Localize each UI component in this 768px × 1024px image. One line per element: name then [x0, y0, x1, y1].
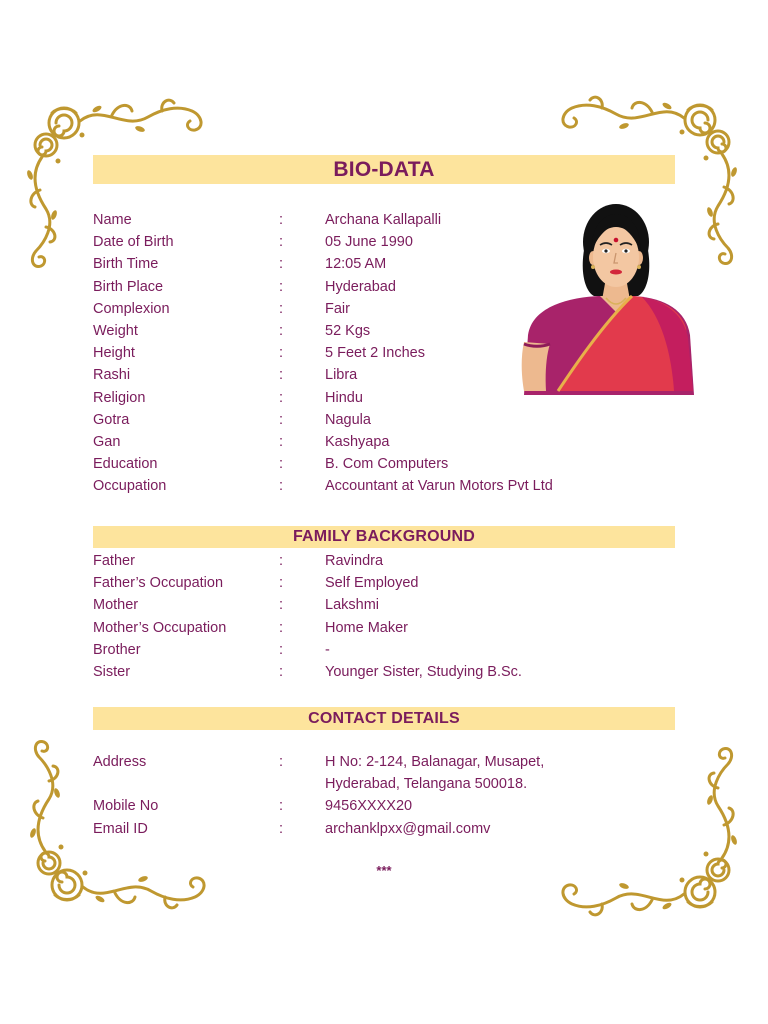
separator: : [279, 234, 284, 251]
separator: : [279, 322, 284, 339]
family-details [93, 550, 693, 683]
field-label: Complexion [93, 300, 170, 317]
field-label: Weight [93, 322, 138, 339]
separator: : [279, 619, 284, 636]
separator: : [279, 212, 284, 228]
row-father [93, 550, 693, 572]
row-sister [93, 661, 693, 683]
field-value: Fair [325, 300, 350, 317]
field-value: archanklpxx@gmail.comv [325, 820, 491, 837]
separator: : [279, 256, 284, 273]
field-label: Email ID [93, 820, 148, 837]
field-label: Religion [93, 389, 146, 406]
address-line-2: Hyderabad, Telangana 500018. [325, 776, 528, 793]
row-religion [93, 387, 693, 409]
separator: : [279, 641, 284, 658]
row-birth-time [93, 253, 693, 275]
field-label: Address [93, 754, 147, 770]
field-label: Gan [93, 433, 121, 450]
personal-details [93, 209, 693, 497]
separator: : [279, 411, 284, 428]
field-value: Kashyapa [325, 433, 390, 450]
row-address-continued [93, 773, 693, 795]
field-label: Father’s Occupation [93, 575, 224, 592]
section-title: FAMILY BACKGROUND [292, 528, 476, 545]
field-value: 5 Feet 2 Inches [325, 345, 425, 362]
field-value: Accountant at Varun Motors Pvt Ltd [325, 478, 553, 495]
separator: : [279, 798, 284, 815]
row-gan [93, 431, 693, 453]
field-value: Younger Sister, Studying B.Sc. [325, 663, 522, 680]
field-value: Lakshmi [325, 597, 379, 614]
row-mother [93, 594, 693, 616]
field-label: Occupation [93, 478, 167, 495]
row-mobile [93, 795, 693, 817]
field-label: Name [93, 212, 132, 228]
field-value: Self Employed [325, 575, 419, 592]
field-value: 05 June 1990 [325, 234, 413, 251]
field-value: Ravindra [325, 553, 384, 569]
row-brother [93, 639, 693, 661]
separator: : [279, 597, 284, 614]
field-value: Home Maker [325, 619, 408, 636]
separator: : [279, 300, 284, 317]
field-label: Rashi [93, 367, 131, 384]
field-value: - [325, 641, 330, 658]
row-occupation [93, 475, 693, 497]
field-value: 9456XXXX20 [325, 798, 413, 815]
field-label: Birth Place [93, 278, 164, 295]
family-background-heading [93, 526, 675, 548]
row-address [93, 751, 693, 773]
row-name [93, 209, 693, 231]
field-value: Hindu [325, 389, 363, 406]
field-value: Archana Kallapalli [325, 212, 442, 228]
row-gotra [93, 409, 693, 431]
separator: : [279, 278, 284, 295]
row-fathers-occupation [93, 572, 693, 594]
title-bar [93, 155, 675, 184]
field-label: Gotra [93, 411, 130, 428]
field-label: Birth Time [93, 256, 159, 273]
separator: : [279, 433, 284, 450]
field-value: Hyderabad [325, 278, 396, 295]
address-line-1: H No: 2-124, Balanagar, Musapet, [325, 754, 545, 770]
field-value: Libra [325, 367, 358, 384]
row-weight [93, 320, 693, 342]
separator: : [279, 456, 284, 473]
section-title: CONTACT DETAILS [308, 709, 460, 727]
separator: : [279, 754, 284, 770]
contact-details [93, 751, 693, 840]
row-education [93, 453, 693, 475]
separator: : [279, 663, 284, 680]
field-label: Mother’s Occupation [93, 619, 227, 636]
row-complexion [93, 298, 693, 320]
field-value: B. Com Computers [325, 456, 449, 473]
field-value: 52 Kgs [325, 322, 371, 339]
field-value: 12:05 AM [325, 256, 387, 273]
separator: : [279, 367, 284, 384]
row-birth-place [93, 276, 693, 298]
separator: : [279, 389, 284, 406]
row-rashi [93, 364, 693, 386]
separator: : [279, 553, 284, 569]
field-label: Sister [93, 663, 131, 680]
field-value: Nagula [325, 411, 371, 428]
field-label: Mobile No [93, 798, 159, 815]
field-label: Mother [93, 597, 139, 614]
separator: : [279, 345, 284, 362]
separator: : [279, 478, 284, 495]
field-label: Father [93, 553, 135, 569]
page-title: BIO-DATA [333, 157, 435, 181]
separator: : [279, 575, 284, 592]
end-mark: *** [376, 863, 392, 878]
row-date-of-birth [93, 231, 693, 253]
field-label: Education [93, 456, 158, 473]
field-label: Date of Birth [93, 234, 174, 251]
row-email [93, 818, 693, 840]
row-mothers-occupation [93, 617, 693, 639]
separator: : [279, 820, 284, 837]
contact-details-heading [93, 707, 675, 730]
field-label: Height [93, 345, 135, 362]
row-height [93, 342, 693, 364]
field-label: Brother [93, 641, 141, 658]
